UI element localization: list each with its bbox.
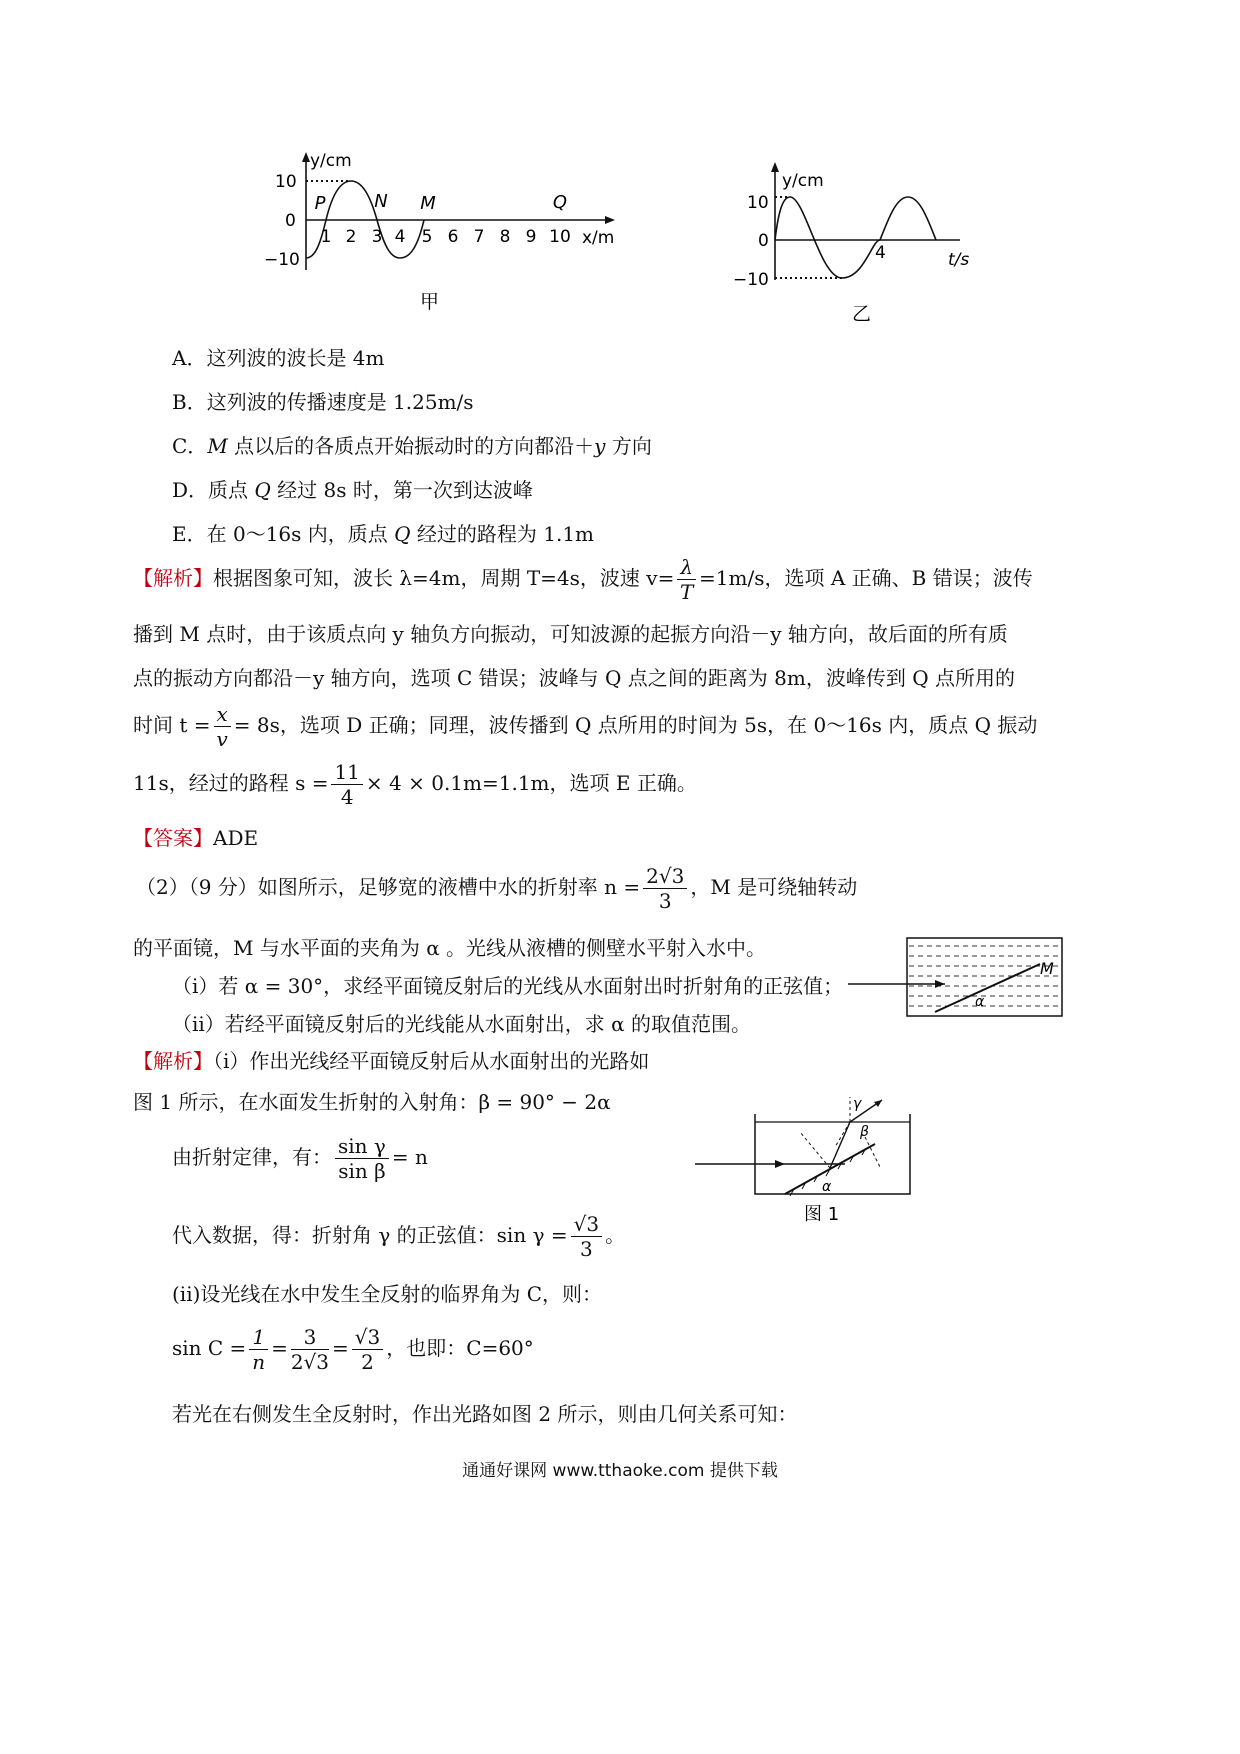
svg-text:−10: −10 (733, 270, 769, 290)
analysis2-line-7: 若光在右侧发生全反射时，作出光路如图 2 所示，则由几何关系可知： (172, 1402, 798, 1426)
analysis2-line-3: 由折射定律，有： $\frac{\text{sin γ}}{\text{sin β}}$ = n (172, 1134, 428, 1183)
option-c: C．M 点以后的各质点开始振动时的方向都沿＋y 方向 (172, 434, 652, 458)
svg-text:5: 5 (421, 227, 433, 247)
svg-text:N: N (374, 191, 388, 212)
svg-text:6: 6 (447, 227, 459, 247)
answer-line: 【答案】ADE (133, 826, 259, 850)
wave-graph-jia (264, 150, 640, 345)
footer-text: 通通好课网 www.tthaoke.com 提供下载 (462, 1461, 778, 1481)
svg-text:−10: −10 (264, 250, 300, 270)
svg-text:0: 0 (758, 231, 769, 251)
analysis2-line-6: sin C = $\frac{1}{n}$ = $\frac{3}{2√3}$ = $\frac{√3}{2}$ ，也即：C=60° (172, 1325, 534, 1374)
svg-text:9: 9 (525, 227, 537, 247)
vibration-graph-yi (730, 160, 1020, 350)
svg-text:2: 2 (345, 227, 357, 247)
analysis-line-1: 【解析】根据图象可知，波长 λ=4m，周期 T=4s，波速 v= $\frac{\lambda}{T}$ =1m/s，选项 A 正确、B 错误；波传 (133, 555, 1033, 604)
svg-text:Q: Q (552, 192, 568, 213)
question-2-line-2: 的平面镜，M 与水平面的夹角为 α 。光线从液槽的侧壁水平射入水中。 (133, 936, 767, 960)
svg-text:M: M (1040, 959, 1054, 978)
graph-caption: 甲 (420, 291, 440, 313)
option-d: D．质点 Q 经过 8s 时，第一次到达波峰 (172, 478, 533, 502)
figure-1-light-path (690, 1092, 920, 1227)
question-2-intro: （2）（9 分）如图所示，足够宽的液槽中水的折射率 n = $\frac{2√3}{3}$ ，M 是可绕轴转动 (136, 864, 858, 913)
question-2-sub-i: （i）若 α = 30°，求经平面镜反射后的光线从水面射出时折射角的正弦值； (172, 974, 844, 998)
analysis2-line-2: 图 1 所示，在水面发生折射的入射角：β = 90° − 2α (133, 1090, 611, 1114)
svg-text:4: 4 (394, 227, 406, 247)
analysis2-line-1: 【解析】（i）作出光线经平面镜反射后从水面射出的光路如 (133, 1049, 650, 1073)
analysis2-line-4: 代入数据，得：折射角 γ 的正弦值：sin γ = $\frac{√3}{3}$ 。 (172, 1212, 626, 1261)
option-b: B．这列波的传播速度是 1.25m/s (172, 390, 474, 414)
svg-text:乙: 乙 (852, 303, 872, 325)
svg-text:3: 3 (371, 227, 383, 247)
svg-text:y/cm: y/cm (782, 171, 824, 191)
svg-text:7: 7 (473, 227, 485, 247)
analysis-line-3: 点的振动方向都沿－y 轴方向，选项 C 错误；波峰与 Q 点之间的距离为 8m，波峰传到 Q 点所用的 (133, 666, 1015, 690)
svg-text:4: 4 (875, 243, 886, 263)
analysis-line-4: 时间 t = $\frac{x}{v}$ = 8s，选项 D 正确；同理，波传播到 Q 点所用的时间为 5s，在 0～16s 内，质点 Q 振动 (133, 702, 1038, 751)
analysis-line-5: 11s，经过的路程 s = $\frac{11}{4}$ × 4 × 0.1m=1.1m，选项 E 正确。 (133, 760, 697, 809)
svg-text:β: β (860, 1124, 869, 1140)
liquid-tank-figure (840, 932, 1070, 1022)
analysis-line-2: 播到 M 点时，由于该质点向 y 轴负方向振动，可知波源的起振方向沿－y 轴方向，故后面的所有质 (133, 622, 1008, 646)
option-a: A．这列波的波长是 4m (172, 346, 385, 370)
svg-text:8: 8 (499, 227, 511, 247)
svg-text:图 1: 图 1 (804, 1204, 840, 1225)
svg-text:1: 1 (320, 227, 332, 247)
svg-text:P: P (314, 193, 326, 214)
analysis2-line-5: (ii)设光线在水中发生全反射的临界角为 C，则： (172, 1282, 603, 1306)
svg-text:M: M (420, 193, 436, 214)
svg-text:γ: γ (853, 1096, 862, 1112)
option-e: E．在 0～16s 内，质点 Q 经过的路程为 1.1m (172, 522, 595, 546)
svg-text:α: α (975, 994, 985, 1010)
svg-text:10: 10 (747, 193, 769, 213)
y-axis-label: y/cm (310, 151, 352, 171)
analysis-tag: 【解析】 (133, 566, 213, 590)
svg-text:10: 10 (549, 227, 571, 247)
svg-text:α: α (822, 1179, 832, 1195)
svg-text:0: 0 (285, 211, 296, 231)
svg-text:10: 10 (275, 172, 297, 192)
svg-text:t/s: t/s (948, 250, 970, 270)
x-axis-label: x/m (582, 228, 615, 248)
question-2-sub-ii: （ii）若经平面镜反射后的光线能从水面射出，求 α 的取值范围。 (172, 1012, 752, 1036)
